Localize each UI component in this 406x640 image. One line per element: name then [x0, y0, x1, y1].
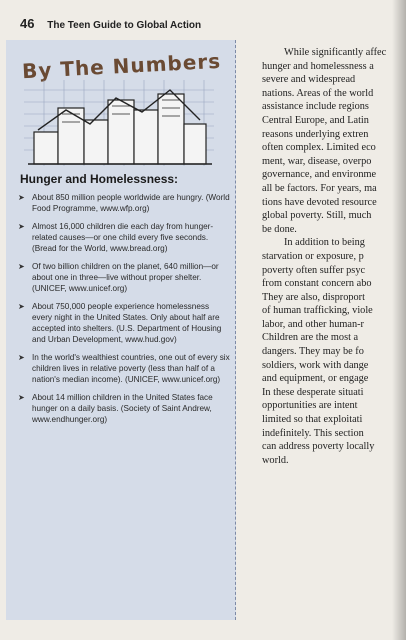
body-text-column	[262, 46, 406, 467]
page-header	[20, 16, 201, 31]
body-line: opportunities are intent	[262, 400, 358, 412]
arrow-bullet-icon: ➤	[18, 222, 25, 231]
body-line: soldiers, work with dange	[262, 359, 369, 371]
body-line: governance, and environme	[262, 169, 377, 181]
arrow-bullet-icon: ➤	[18, 302, 25, 311]
body-line: hunger and homelessness a	[262, 60, 374, 72]
page-number: 46	[20, 16, 35, 31]
body-line: Children are the most a	[262, 332, 359, 344]
arrow-bullet-icon: ➤	[18, 393, 25, 402]
body-line: all be factors. For years, ma	[262, 182, 377, 194]
body-line: be done.	[262, 223, 297, 235]
body-line: While significantly affec	[284, 47, 387, 58]
list-item	[18, 192, 230, 214]
list-item	[18, 352, 230, 385]
body-line: reasons underlying extren	[262, 128, 369, 140]
sidebar-title: By The Numbers	[21, 48, 222, 84]
fact-text: About 850 million people worldwide are hungry. (World Food Programme, www.wfp.org)	[32, 193, 230, 213]
body-line: poverty often suffer psyc	[262, 264, 366, 276]
body-line: nations. Areas of the world	[262, 87, 374, 99]
fact-text: In the world's wealthiest countries, one out of every six children lives in relative poverty (less than half of a nation's median income). (UNICEF, www.unicef.org)	[32, 353, 230, 384]
body-line: labor, and other human-r	[262, 318, 364, 330]
body-line: of human trafficking, viole	[262, 305, 373, 317]
list-item	[18, 392, 230, 425]
body-line: In addition to being	[284, 237, 365, 249]
body-line: severe and widespread	[262, 74, 356, 86]
page-edge-shadow	[392, 0, 406, 640]
body-line: assistance include regions	[262, 101, 369, 113]
list-item	[18, 221, 230, 254]
body-line: world.	[262, 454, 289, 466]
body-line: starvation or exposure, p	[262, 250, 364, 262]
sidebar-heading: Hunger and Homelessness:	[20, 172, 179, 186]
fact-text: About 750,000 people experience homelessness every night in the United States. Only about half are accepted into shelters. (U.S. Department of Housing and Urban Development, www.hud.gov)	[32, 302, 222, 344]
body-line: global poverty. Still, much	[262, 210, 372, 222]
body-line: indefinitely. This section	[262, 427, 364, 439]
fact-list	[18, 192, 230, 432]
arrow-bullet-icon: ➤	[18, 353, 25, 362]
fact-text: Of two billion children on the planet, 640 million—or about one in three—live without proper shelter. (UNICEF, www.unicef.org)	[32, 262, 219, 293]
list-item	[18, 261, 230, 294]
body-line: and equipment, or engage	[262, 373, 369, 385]
body-line: can address poverty locally	[262, 441, 375, 453]
body-line: from constant concern abo	[262, 278, 372, 290]
list-item	[18, 301, 230, 345]
arrow-bullet-icon: ➤	[18, 193, 25, 202]
body-line: often complex. Limited eco	[262, 142, 376, 154]
fact-text: About 14 million children in the United States face hunger on a daily basis. (Society of Saint Andrew, www.endhunger.org)	[32, 393, 213, 424]
body-line: tions have devoted resource	[262, 196, 377, 208]
body-line: limited so that exploitati	[262, 414, 363, 426]
fact-text: Almost 16,000 children die each day from hunger-related causes—or one child every five seconds. (Bread for the World, www.bread.org)	[32, 222, 214, 253]
body-line: In these desperate situati	[262, 386, 364, 398]
arrow-bullet-icon: ➤	[18, 262, 25, 271]
body-line: They are also, disproport	[262, 291, 365, 303]
book-title: The Teen Guide to Global Action	[47, 20, 202, 31]
bar-chart-sketch-icon	[24, 80, 214, 166]
body-line: Central Europe, and Latin	[262, 114, 369, 126]
body-line: ment, war, disease, overpo	[262, 155, 372, 167]
body-line: dangers. They may be fo	[262, 346, 364, 358]
